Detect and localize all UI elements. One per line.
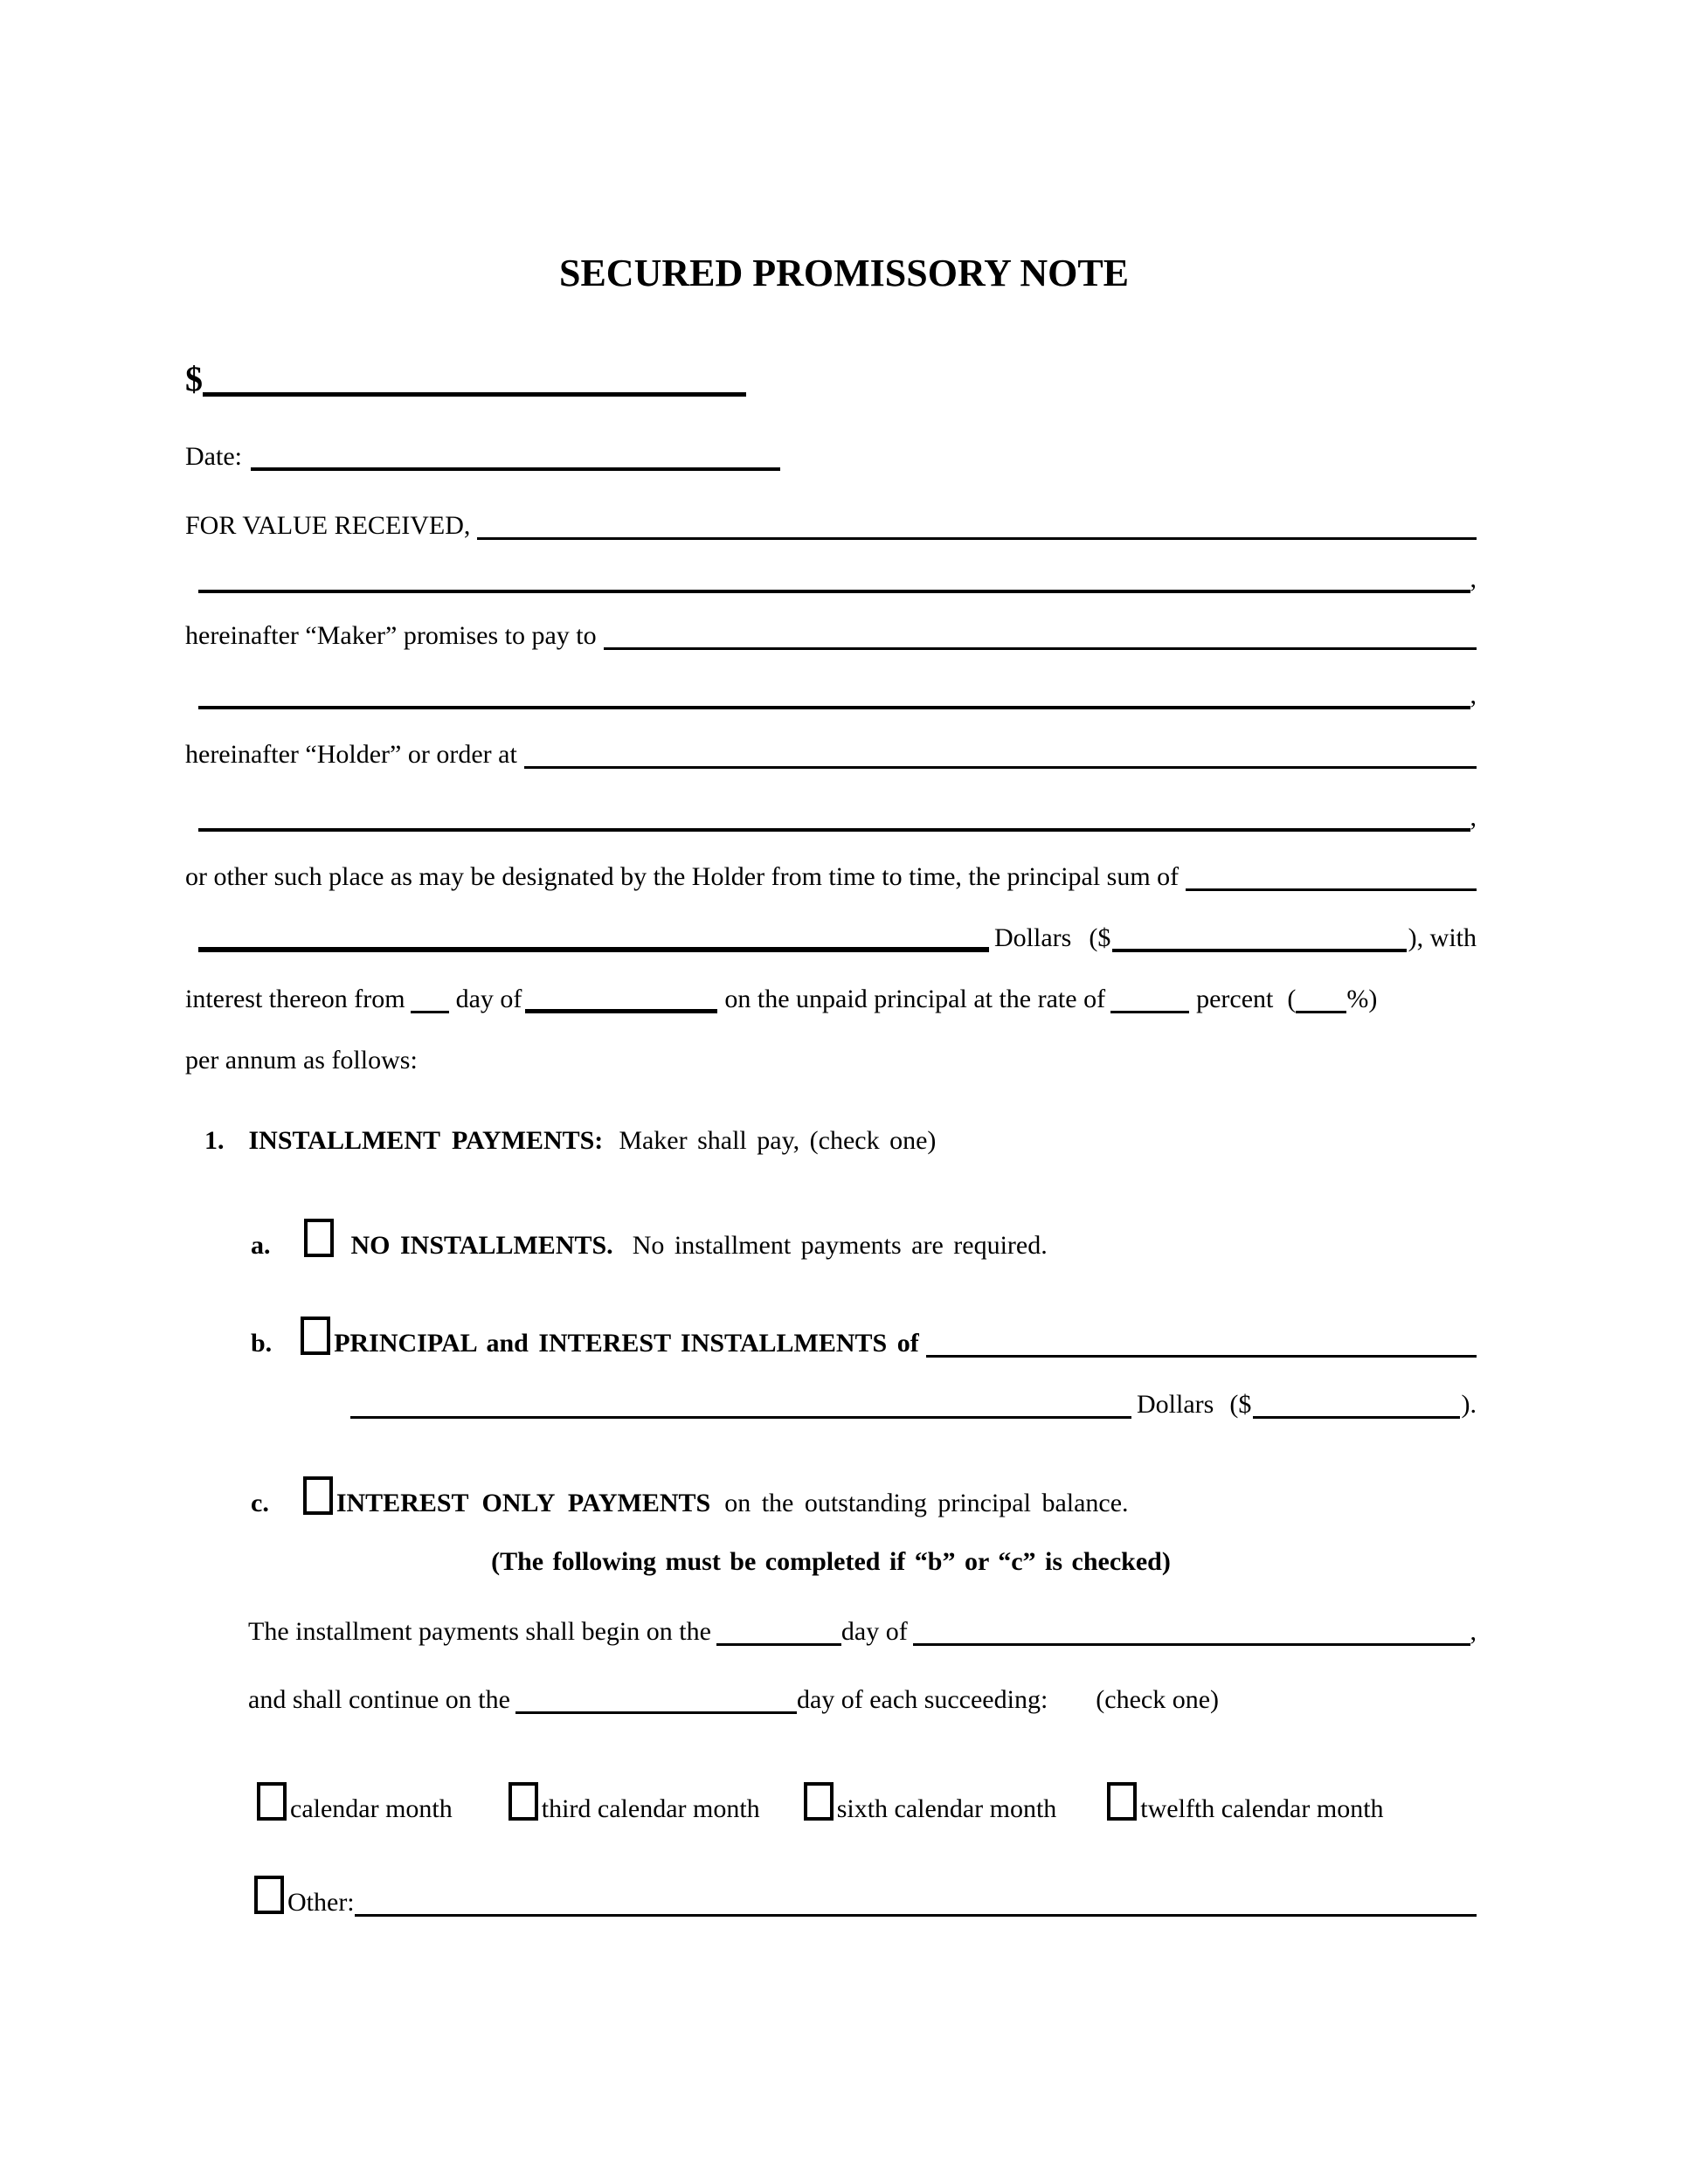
- principal-sum-words-continuation-blank[interactable]: [198, 947, 989, 952]
- option-a-row: [251, 1215, 1477, 1261]
- principal-sum-label: or other such place as may be designated by the Holder from time to time, the principal sum of: [185, 862, 1180, 891]
- interest-day-blank[interactable]: [411, 1011, 449, 1013]
- begin-day-of-label: day of: [841, 1617, 908, 1646]
- period-options-row: [257, 1779, 1477, 1824]
- holder-order-row: [185, 740, 1477, 770]
- other-description-blank[interactable]: [355, 1914, 1477, 1917]
- dollar-sign-label: $: [185, 359, 203, 398]
- with-close: ), with: [1408, 923, 1477, 952]
- option-a-bold-text: NO INSTALLMENTS.: [350, 1231, 613, 1260]
- period-label-twelfth-calendar-month: twelfth calendar month: [1140, 1794, 1384, 1823]
- other-label: Other:: [287, 1888, 355, 1917]
- option-a-text: No installment payments are required.: [632, 1231, 1048, 1260]
- principal-amount-blank[interactable]: [203, 392, 746, 397]
- period-label-third-calendar-month: third calendar month: [541, 1794, 760, 1823]
- installment-amount-words-continuation-blank[interactable]: [350, 1416, 1131, 1419]
- option-b-label: b.: [251, 1329, 273, 1358]
- checkbox-interest-only-payments[interactable]: [303, 1476, 333, 1515]
- option-c-text: on the outstanding principal balance.: [724, 1489, 1129, 1517]
- dollars-amount-row: [198, 923, 1477, 953]
- maker-name-blank[interactable]: [477, 537, 1477, 540]
- period-label-sixth-calendar-month: sixth calendar month: [836, 1794, 1057, 1823]
- completion-note: (The following must be completed if “b” or “c” is checked): [491, 1547, 1171, 1576]
- holder-address-continuation-blank[interactable]: [198, 828, 1470, 832]
- option-a-label: a.: [251, 1231, 271, 1260]
- begin-day-blank[interactable]: [716, 1643, 841, 1646]
- dollar-paren-open: ($: [1089, 923, 1111, 952]
- begin-date-row: [248, 1617, 1477, 1647]
- option-c-label: c.: [251, 1489, 269, 1517]
- per-annum-row: [185, 1046, 1477, 1075]
- continue-day-blank[interactable]: [515, 1711, 797, 1714]
- payee-name-continuation-row: [198, 681, 1477, 710]
- percent-paren-open: (: [1287, 985, 1297, 1013]
- percent-paren-close: %): [1346, 985, 1378, 1013]
- day-of-label: day of: [455, 985, 522, 1013]
- option-b-close: ).: [1461, 1390, 1477, 1419]
- installment-amount-words-blank[interactable]: [926, 1355, 1477, 1358]
- installment-amount-numeric-blank[interactable]: [1253, 1416, 1459, 1419]
- begin-pre-label: The installment payments shall begin on the: [248, 1617, 711, 1646]
- comma: ,: [1470, 1617, 1477, 1646]
- checkbox-no-installments[interactable]: [304, 1219, 334, 1257]
- dollars-word: Dollars: [994, 923, 1072, 952]
- continue-pre-label: and shall continue on the: [248, 1685, 510, 1714]
- option-c-bold-text: INTEREST ONLY PAYMENTS: [336, 1489, 711, 1517]
- for-value-received-row: [185, 511, 1477, 541]
- option-b-dollars-word: Dollars: [1137, 1390, 1214, 1419]
- option-b-dollar-paren-open: ($: [1229, 1390, 1252, 1419]
- rate-percent-blank[interactable]: [1110, 1011, 1189, 1013]
- option-c-row: [251, 1473, 1477, 1518]
- checkbox-calendar-month[interactable]: [257, 1782, 287, 1821]
- maker-promise-row: [185, 621, 1477, 651]
- maker-promise-label: hereinafter “Maker” promises to pay to: [185, 621, 597, 650]
- holder-order-label: hereinafter “Holder” or order at: [185, 740, 517, 769]
- principal-sum-words-blank[interactable]: [1186, 888, 1477, 891]
- checkbox-twelfth-calendar-month[interactable]: [1107, 1782, 1137, 1821]
- holder-address-blank[interactable]: [524, 766, 1477, 769]
- comma: ,: [1470, 681, 1477, 709]
- principal-sum-numeric-blank[interactable]: [1112, 949, 1406, 952]
- other-option-row: [254, 1872, 1477, 1918]
- period-label-calendar-month: calendar month: [290, 1794, 453, 1823]
- comma: ,: [1470, 564, 1477, 593]
- checkbox-third-calendar-month[interactable]: [508, 1782, 538, 1821]
- comma: ,: [1470, 803, 1477, 832]
- per-annum-label: per annum as follows:: [185, 1046, 418, 1075]
- section-1-heading-tail: Maker shall pay, (check one): [619, 1126, 937, 1155]
- maker-name-continuation-row: [198, 564, 1477, 594]
- begin-month-blank[interactable]: [913, 1643, 1470, 1646]
- checkbox-sixth-calendar-month[interactable]: [804, 1782, 834, 1821]
- document-title: SECURED PROMISSORY NOTE: [558, 252, 1130, 294]
- checkbox-principal-interest-installments[interactable]: [301, 1317, 330, 1355]
- holder-address-continuation-row: [198, 803, 1477, 833]
- continue-mid-label: day of each succeeding:: [796, 1685, 1048, 1714]
- interest-mid-label: on the unpaid principal at the rate of: [724, 985, 1106, 1013]
- payee-name-blank[interactable]: [604, 647, 1477, 650]
- interest-month-blank[interactable]: [525, 1009, 717, 1013]
- check-one-label: (check one): [1096, 1685, 1220, 1714]
- interest-rate-row: [185, 985, 1477, 1014]
- maker-name-continuation-blank[interactable]: [198, 590, 1470, 593]
- payee-name-continuation-blank[interactable]: [198, 706, 1470, 709]
- option-b-dollars-row: [350, 1390, 1477, 1420]
- section-1-heading: INSTALLMENT PAYMENTS:: [248, 1126, 604, 1155]
- option-b-bold-text: PRINCIPAL and INTEREST INSTALLMENTS of: [334, 1329, 919, 1358]
- interest-pre-label: interest thereon from: [185, 985, 405, 1013]
- checkbox-other[interactable]: [254, 1876, 284, 1914]
- section-1-heading-row: [204, 1126, 1477, 1156]
- date-blank[interactable]: [251, 467, 780, 471]
- section-1-number: 1.: [204, 1126, 225, 1155]
- rate-percent-numeric-blank[interactable]: [1296, 1011, 1346, 1013]
- date-row: [185, 442, 1477, 472]
- option-b-row: [251, 1313, 1477, 1358]
- date-label: Date:: [185, 442, 242, 471]
- continue-date-row: [248, 1685, 1477, 1715]
- for-value-received-label: FOR VALUE RECEIVED,: [185, 511, 471, 540]
- percent-word: percent: [1196, 985, 1274, 1013]
- principal-sum-row: [185, 862, 1477, 892]
- principal-amount-row: [185, 358, 1477, 399]
